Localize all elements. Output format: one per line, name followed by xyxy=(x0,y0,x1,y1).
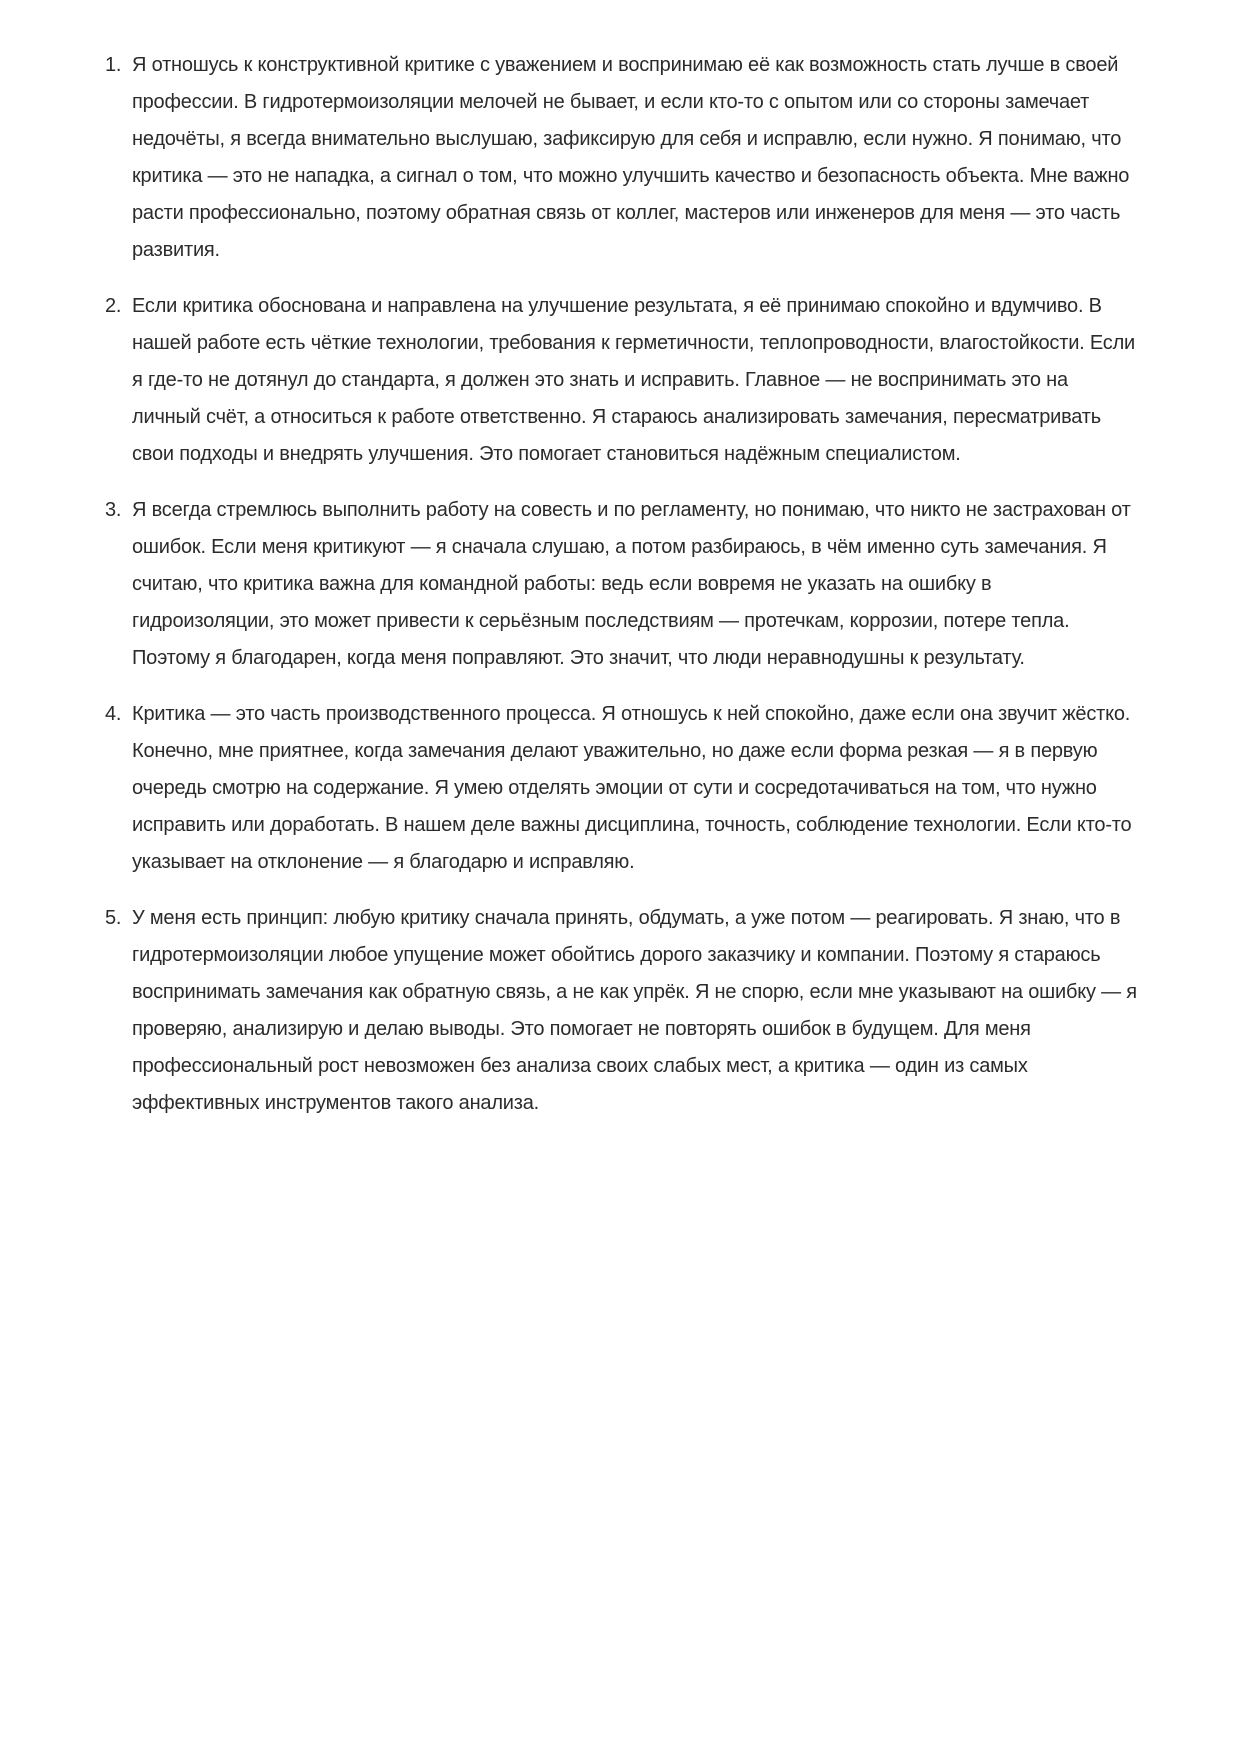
list-item-text: Я всегда стремлюсь выполнить работу на совесть и по регламенту, но понимаю, что никто не застрахован от ошибок. Если меня критикуют — я сначала слушаю, а потом разбираюсь, в чём именно суть замечания. Я считаю, что критика важна для командной работы: ведь если вовремя не указать на ошибку в гидроизоляции, это может привести к серьёзным последствиям — протечкам, коррозии, потере тепла. Поэтому я благодарен, когда меня поправляют. Это значит, что люди неравнодушны к результату. xyxy=(132,499,1131,669)
list-item-number: 2. xyxy=(105,295,122,317)
list-item-text: У меня есть принцип: любую критику сначала принять, обдумать, а уже потом — реагировать. Я знаю, что в гидротермоизоляции любое упущение может обойтись дорого заказчику и компании. Поэтому я стараюсь воспринимать замечания как обратную связь, а не как упрёк. Я не спорю, если мне указывают на ошибку — я проверяю, анализирую и делаю выводы. Это помогает не повторять ошибок в будущем. Для меня профессиональный рост невозможен без анализа своих слабых мест, а критика — один из самых эффективных инструментов такого анализа. xyxy=(132,907,1137,1114)
list-item-number: 1. xyxy=(105,54,122,76)
list-item-number: 4. xyxy=(105,703,122,725)
list-item-number: 5. xyxy=(105,907,122,929)
list-item xyxy=(105,47,1137,269)
list-item xyxy=(105,900,1137,1122)
list-item xyxy=(105,696,1137,881)
numbered-list xyxy=(105,47,1137,1122)
list-item-text: Я отношусь к конструктивной критике с уважением и воспринимаю её как возможность стать лучше в своей профессии. В гидротермоизоляции мелочей не бывает, и если кто-то с опытом или со стороны замечает недочёты, я всегда внимательно выслушаю, зафиксирую для себя и исправлю, если нужно. Я понимаю, что критика — это не нападка, а сигнал о том, что можно улучшить качество и безопасность объекта. Мне важно расти профессионально, поэтому обратная связь от коллег, мастеров или инженеров для меня — это часть развития. xyxy=(132,54,1130,261)
list-item xyxy=(105,492,1137,677)
list-item-text: Если критика обоснована и направлена на улучшение результата, я её принимаю спокойно и вдумчиво. В нашей работе есть чёткие технологии, требования к герметичности, теплопроводности, влагостойкости. Если я где-то не дотянул до стандарта, я должен это знать и исправить. Главное — не воспринимать это на личный счёт, а относиться к работе ответственно. Я стараюсь анализировать замечания, пересматривать свои подходы и внедрять улучшения. Это помогает становиться надёжным специалистом. xyxy=(132,295,1136,465)
list-item-number: 3. xyxy=(105,499,122,521)
list-item xyxy=(105,288,1137,473)
list-item-text: Критика — это часть производственного процесса. Я отношусь к ней спокойно, даже если она звучит жёстко. Конечно, мне приятнее, когда замечания делают уважительно, но даже если форма резкая — я в первую очередь смотрю на содержание. Я умею отделять эмоции от сути и сосредотачиваться на том, что нужно исправить или доработать. В нашем деле важны дисциплина, точность, соблюдение технологии. Если кто-то указывает на отклонение — я благодарю и исправляю. xyxy=(132,703,1132,873)
